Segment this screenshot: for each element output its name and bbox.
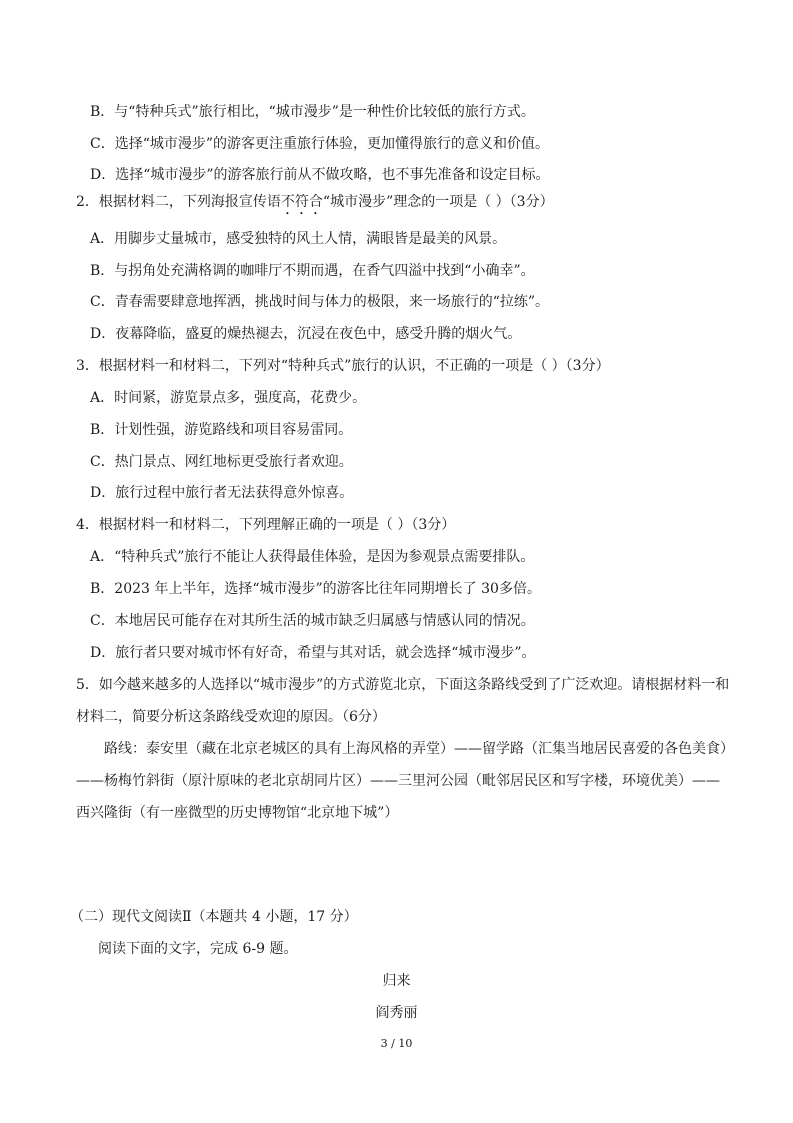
section-2-heading: （二）现代文阅读Ⅱ（本题共 4 小题，17 分） xyxy=(70,909,358,925)
story-author: 阎秀丽 xyxy=(375,1005,418,1021)
q3-option-d: D．旅行过程中旅行者无法获得意外惊喜。 xyxy=(90,485,354,501)
route-line-3: 西兴隆街（有一座微型的历史博物馆“北京地下城”） xyxy=(76,805,399,821)
page-number: 3 / 10 xyxy=(380,1037,413,1050)
q2-option-d: D．夜幕降临，盛夏的燥热褪去，沉浸在夜色中，感受升腾的烟火气。 xyxy=(90,326,522,342)
q4-option-c: C．本地居民可能存在对其所生活的城市缺乏归属感与情感认同的情况。 xyxy=(90,613,535,629)
question-2-stem-pre: 2．根据材料二，下列海报宣传语 xyxy=(76,194,281,210)
question-2-stem-post: “城市漫步”理念的一项是（ ）（3分） xyxy=(322,194,554,210)
q3-option-c: C．热门景点、网红地标更受旅行者欢迎。 xyxy=(90,454,353,470)
route-line-2: ——杨梅竹斜街（原汁原味的老北京胡同片区）——三里河公园（毗邻居民区和写字楼，环境优美）—— xyxy=(76,773,720,789)
q4-option-d: D．旅行者只要对城市怀有好奇，希望与其对话，就会选择“城市漫步”。 xyxy=(90,645,536,661)
q1-option-c: C．选择“城市漫步”的游客更注重旅行体验，更加懂得旅行的意义和价值。 xyxy=(90,136,550,152)
question-4-stem: 4．根据材料一和材料二，下列理解正确的一项是（ ）（3分） xyxy=(76,517,456,533)
story-title: 归来 xyxy=(382,973,411,989)
q2-option-b: B．与拐角处充满格调的咖啡厅不期而遇，在香气四溢中找到“小确幸”。 xyxy=(90,263,535,279)
q1-option-d: D．选择“城市漫步”的游客旅行前从不做攻略，也不事先准备和设定目标。 xyxy=(90,167,550,183)
q1-option-b: B．与“特种兵式”旅行相比，“城市漫步”是一种性价比较低的旅行方式。 xyxy=(90,104,535,120)
question-5-line-2: 材料二，简要分析这条路线受欢迎的原因。（6分） xyxy=(76,709,386,725)
q3-option-a: A．时间紧，游览景点多，强度高，花费少。 xyxy=(90,390,367,406)
q2-option-a: A．用脚步丈量城市，感受独特的风土人情，满眼皆是最美的风景。 xyxy=(90,231,507,247)
question-3-stem: 3．根据材料一和材料二，下列对“特种兵式”旅行的认识，不正确的一项是（ ）（3分） xyxy=(76,358,610,374)
q4-option-a: A．“特种兵式”旅行不能让人获得最佳体验，是因为参观景点需要排队。 xyxy=(90,549,535,565)
question-5-line-1: 5．如今越来越多的人选择以“城市漫步”的方式游览北京，下面这条路线受到了广泛欢迎。请根据材料一和 xyxy=(76,677,730,693)
question-2-stem xyxy=(76,192,554,218)
question-2-emphasis: 不符合 xyxy=(280,194,323,210)
q2-option-c: C．青春需要肆意地挥洒，挑战时间与体力的极限，来一场旅行的“拉练”。 xyxy=(90,294,550,310)
route-line-1: 路线：泰安里（藏在北京老城区的具有上海风格的弄堂）——留学路（汇集当地居民喜爱的各色美食） xyxy=(104,741,734,757)
q3-option-b: B．计划性强，游览路线和项目容易雷同。 xyxy=(90,422,353,438)
q4-option-b: B．2023 年上半年，选择“城市漫步”的游客比往年同期增长了 30多倍。 xyxy=(90,581,541,597)
section-2-instruction: 阅读下面的文字，完成 6-9 题。 xyxy=(98,941,298,957)
